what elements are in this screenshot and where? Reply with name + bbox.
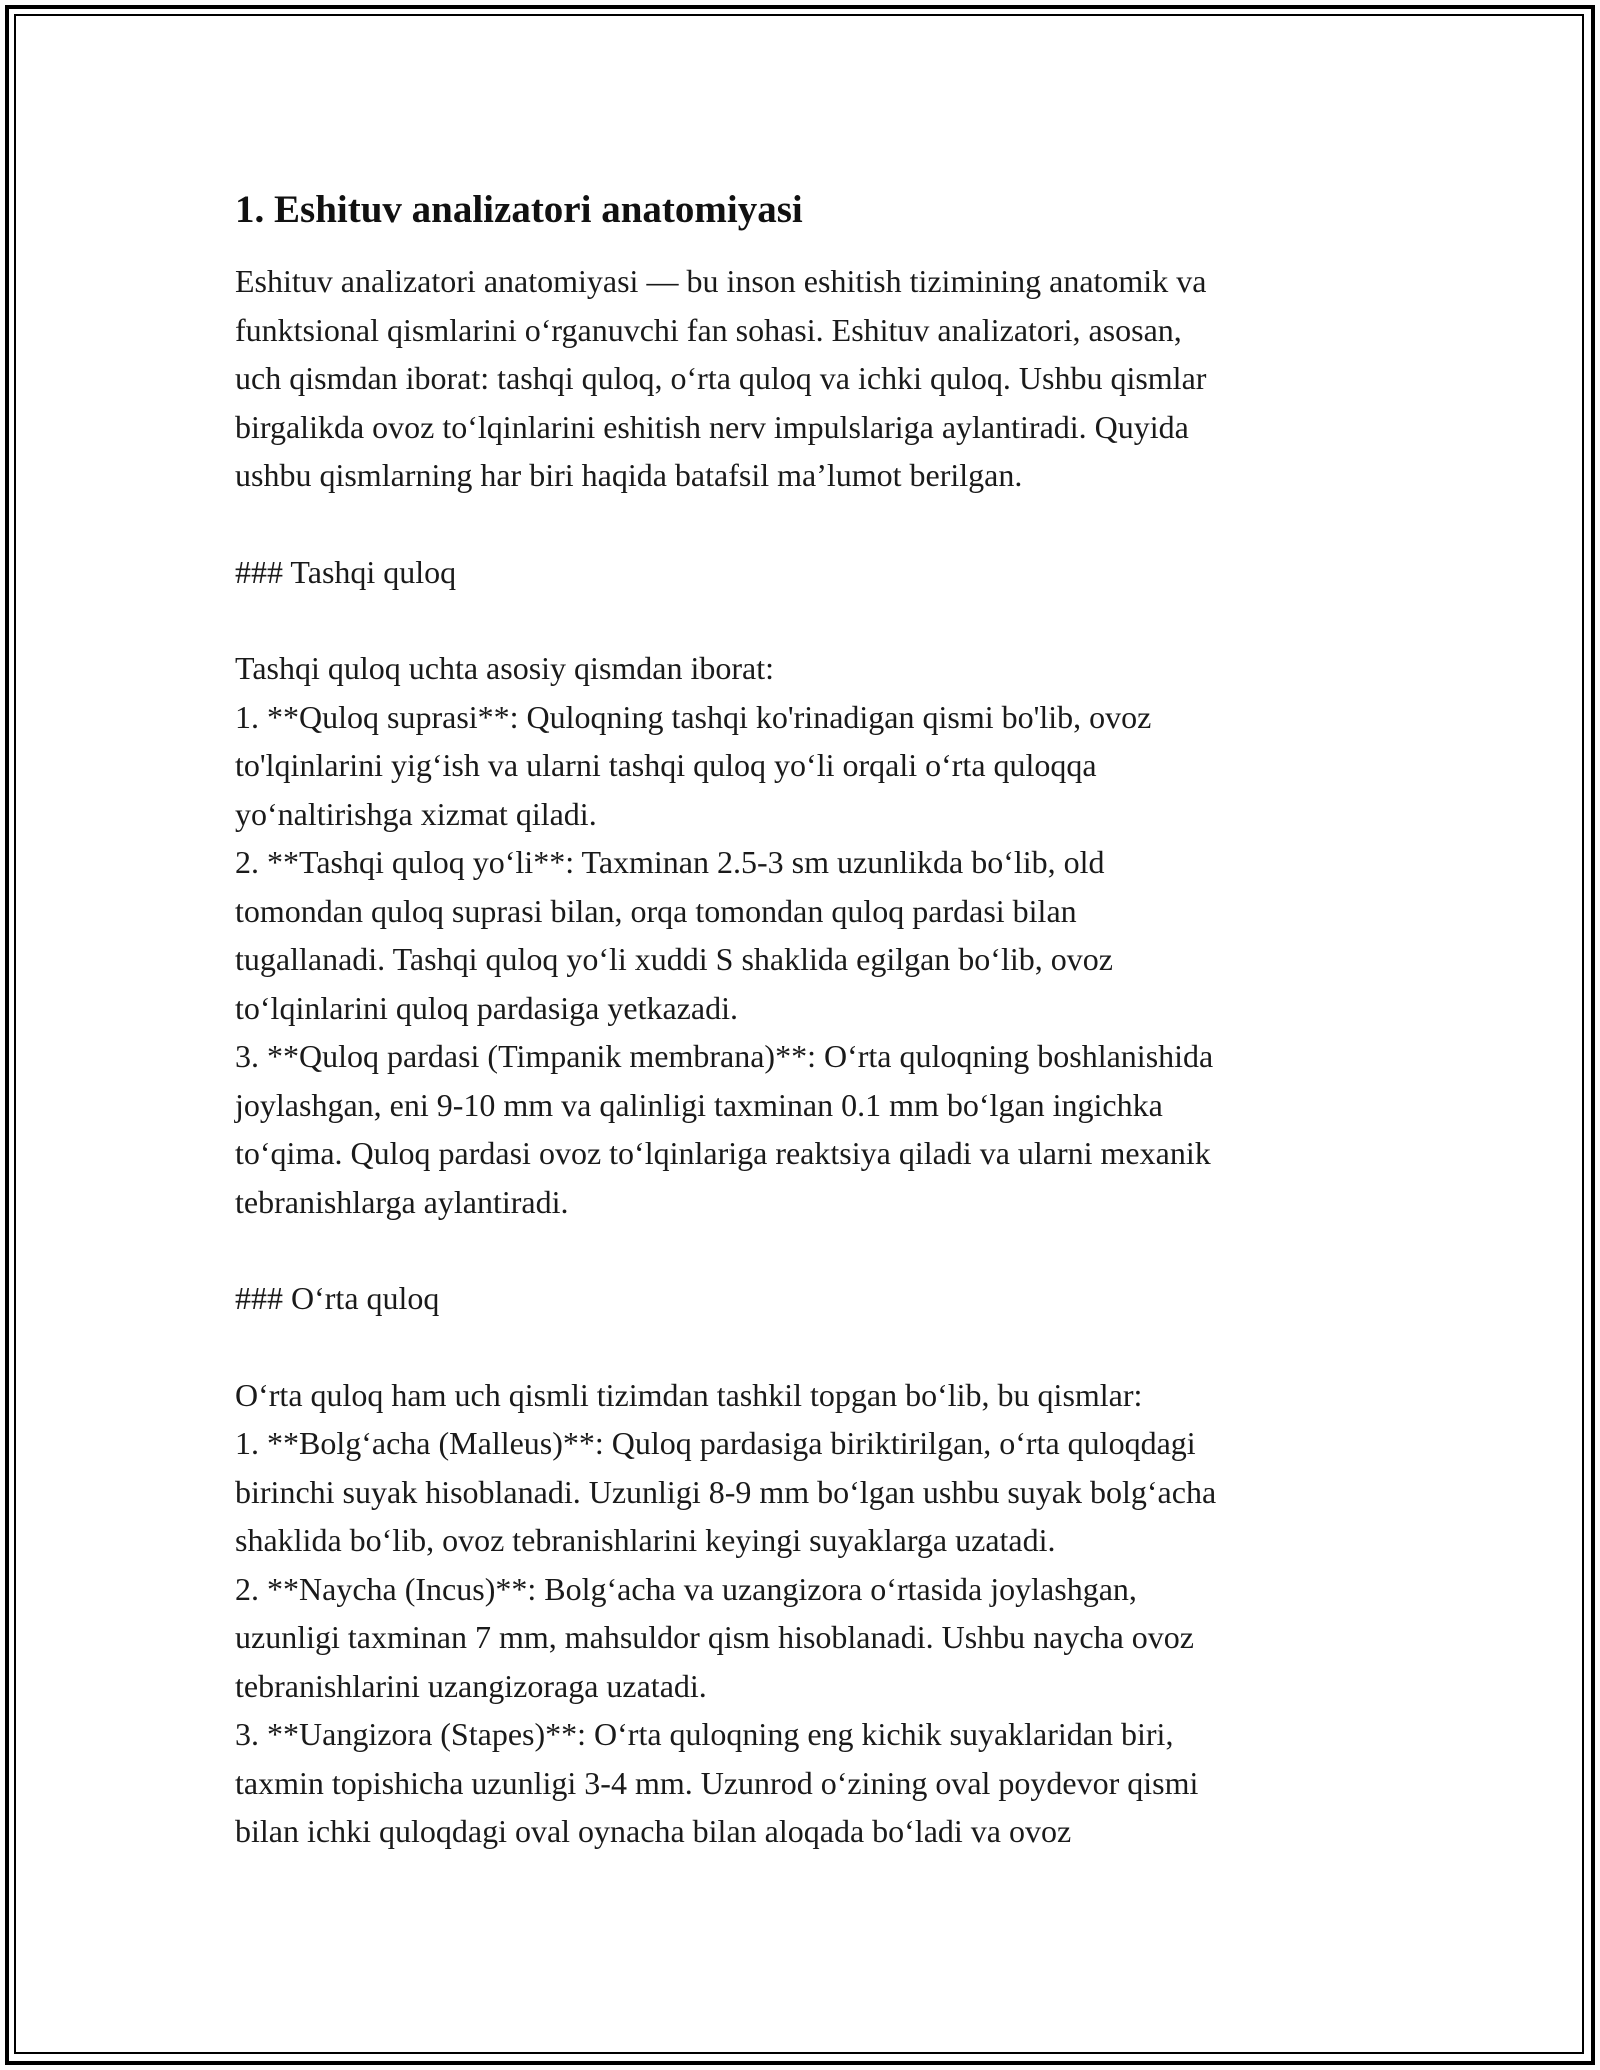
- spacer: [235, 500, 1365, 548]
- spacer: [235, 1226, 1365, 1274]
- section-body-orta-quloq: O‘rta quloq ham uch qismli tizimdan tashkil topgan bo‘lib, bu qismlar: 1. **Bolg‘acha (Malleus)**: Quloq pardasiga biriktirilgan, o‘rta quloqdagi birinchi suyak hisoblanadi. Uzunligi 8-9 mm bo‘lgan ushbu suyak bolg‘acha shaklida bo‘lib, ovoz tebranishlarini keyingi suyaklarga uzatadi. 2. **Naycha (Incus)**: Bolg‘acha va uzangizora o‘rtasida joylashgan, uzunligi taxminan 7 mm, mahsuldor qism hisoblanadi. Ushbu naycha ovoz tebranishlarini uzangizoraga uzatadi. 3. **Uangizora (Stapes)**: O‘rta quloqning eng kichik suyaklaridan biri, taxmin topishicha uzunligi 3-4 mm. Uzunrod o‘zining oval poydevor qismi bilan ichki quloqdagi oval oynacha bilan aloqada bo‘ladi va ovoz: [235, 1376, 1217, 1849]
- section-body-tashqi-quloq: Tashqi quloq uchta asosiy qismdan iborat: 1. **Quloq suprasi**: Quloqning tashqi ko'rinadigan qismi bo'lib, ovoz to'lqinlarini yig‘ish va ularni tashqi quloq yo‘li orqali o‘rta quloqqa yo‘naltirishga xizmat qiladi. 2. **Tashqi quloq yo‘li**: Taxminan 2.5-3 sm uzunlikda bo‘lib, old tomondan quloq suprasi bilan, orqa tomondan quloq pardasi bilan tugallanadi. Tashqi quloq yo‘li xuddi S shaklida egilgan bo‘lib, ovoz to‘lqinlarini quloq pardasiga yetkazadi. 3. **Quloq pardasi (Timpanik membrana)**: O‘rta quloqning boshlanishida joylashgan, eni 9-10 mm va qalinligi taxminan 0.1 mm bo‘lgan ingichka to‘qima. Quloq pardasi ovoz to‘lqinlariga reaktsiya qiladi va ularni mexanik tebranishlarga aylantiradi.: [235, 650, 1214, 1220]
- spacer: [235, 1323, 1365, 1371]
- document-body: [235, 185, 1365, 1856]
- section-heading-orta-quloq: ### O‘rta quloq: [235, 1280, 440, 1316]
- spacer: [235, 596, 1365, 644]
- section-heading-tashqi-quloq: ### Tashqi quloq: [235, 553, 457, 590]
- document-title: 1. Eshituv analizatori anatomiyasi: [235, 188, 803, 231]
- intro-paragraph: Eshituv analizatori anatomiyasi — bu inson eshitish tizimining anatomik va funktsional qismlarini o‘rganuvchi fan sohasi. Eshituv analizatori, asosan, uch qismdan iborat: tashqi quloq, o‘rta quloq va ichki quloq. Ushbu qismlar birgalikda ovoz to‘lqinlarini eshitish nerv impulslariga aylantiradi. Quyida ushbu qismlarning har biri haqida batafsil ma’lumot berilgan.: [235, 263, 1207, 493]
